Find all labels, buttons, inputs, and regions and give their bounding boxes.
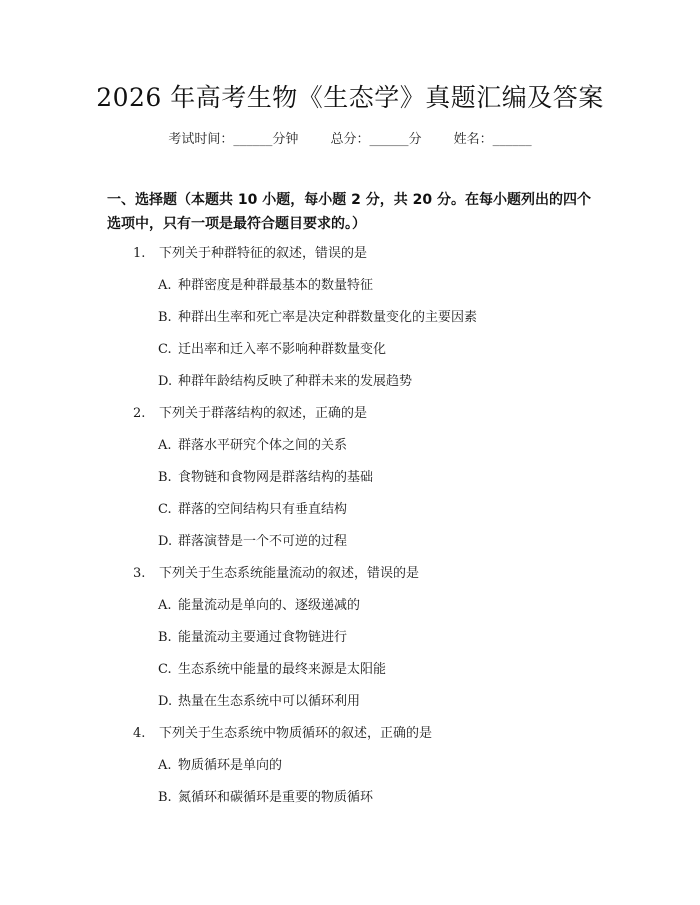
exam-time-field: 考试时间：______分钟	[168, 132, 299, 147]
question-3	[133, 564, 419, 584]
option-letter: B.	[158, 630, 172, 645]
question-number: 1.	[133, 246, 146, 261]
option-letter: D.	[158, 534, 173, 549]
section-heading: 一、选择题（本题共 10 小题，每小题 2 分，共 20 分。在每小题列出的四个选项中，只有一项是最符合题目要求的。）	[107, 192, 591, 232]
option-text: 氮循环和碳循环是重要的物质循环	[178, 790, 374, 805]
student-name-field: 姓名：______	[453, 132, 532, 147]
total-score-field: 总分：______分	[330, 132, 422, 147]
option-2d	[158, 532, 347, 552]
option-4b	[158, 788, 373, 808]
option-text: 能量流动是单向的、逐级递减的	[178, 598, 361, 613]
option-3a	[158, 596, 360, 616]
option-1d	[158, 372, 412, 392]
option-letter: C.	[158, 342, 172, 357]
option-text: 食物链和食物网是群落结构的基础	[178, 470, 374, 485]
option-4a	[158, 756, 282, 776]
option-2a	[158, 436, 347, 456]
option-letter: A.	[158, 278, 172, 293]
option-3d	[158, 692, 360, 712]
option-text: 生态系统中能量的最终来源是太阳能	[178, 662, 387, 677]
option-text: 群落演替是一个不可逆的过程	[178, 534, 348, 549]
question-stem: 下列关于生态系统能量流动的叙述，错误的是	[159, 566, 420, 581]
question-number: 4.	[133, 726, 146, 741]
option-letter: C.	[158, 662, 172, 677]
option-1a	[158, 276, 373, 296]
option-text: 迁出率和迁入率不影响种群数量变化	[178, 342, 387, 357]
option-letter: C.	[158, 502, 172, 517]
option-letter: B.	[158, 310, 172, 325]
option-2b	[158, 468, 373, 488]
option-1b	[158, 308, 477, 328]
question-stem: 下列关于生态系统中物质循环的叙述，正确的是	[159, 726, 433, 741]
exam-meta	[0, 130, 700, 150]
question-1	[133, 244, 367, 264]
question-stem: 下列关于群落结构的叙述，正确的是	[159, 406, 368, 421]
option-3b	[158, 628, 347, 648]
option-letter: D.	[158, 694, 173, 709]
question-4	[133, 724, 432, 744]
option-letter: A.	[158, 438, 172, 453]
option-text: 能量流动主要通过食物链进行	[178, 630, 348, 645]
option-3c	[158, 660, 386, 680]
question-number: 3.	[133, 566, 146, 581]
question-stem: 下列关于种群特征的叙述，错误的是	[159, 246, 368, 261]
option-text: 热量在生态系统中可以循环利用	[178, 694, 361, 709]
option-text: 种群出生率和死亡率是决定种群数量变化的主要因素	[178, 310, 478, 325]
option-letter: A.	[158, 758, 172, 773]
option-text: 种群年龄结构反映了种群未来的发展趋势	[178, 374, 413, 389]
option-letter: B.	[158, 470, 172, 485]
page-title: 2026 年高考生物《生态学》真题汇编及答案	[96, 83, 604, 112]
option-text: 物质循环是单向的	[178, 758, 283, 773]
option-2c	[158, 500, 347, 520]
option-letter: D.	[158, 374, 173, 389]
option-text: 种群密度是种群最基本的数量特征	[178, 278, 374, 293]
question-2	[133, 404, 367, 424]
option-letter: A.	[158, 598, 172, 613]
option-1c	[158, 340, 386, 360]
question-number: 2.	[133, 406, 146, 421]
option-letter: B.	[158, 790, 172, 805]
option-text: 群落水平研究个体之间的关系	[178, 438, 348, 453]
option-text: 群落的空间结构只有垂直结构	[178, 502, 348, 517]
